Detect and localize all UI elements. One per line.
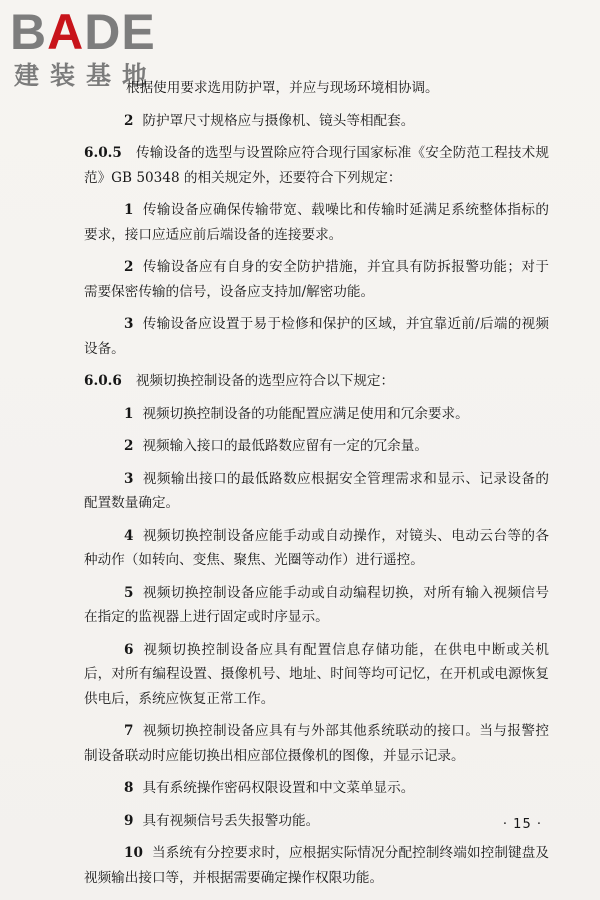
item-text: 防护罩尺寸规格应与摄像机、镜头等相配套。 (142, 112, 415, 129)
item-text: 具有视频信号丢失报警功能。 (142, 812, 320, 829)
list-item (84, 402, 549, 427)
item-number: 8 (124, 780, 134, 796)
list-item (84, 467, 549, 516)
continuation-paragraph (84, 76, 549, 101)
item-number: 6 (124, 641, 134, 658)
list-item (84, 255, 549, 304)
item-text: 视频切换控制设备应具有与外部其他系统联动的接口。当与报警控制设备联动时应能切换出相应部位摄像机的图像，并显示记录。 (84, 723, 549, 764)
list-item (84, 434, 549, 459)
item-text: 传输设备应有自身的安全防护措施，并宜具有防拆报警功能；对于需要保密传输的信号，设备应支持加/解密功能。 (84, 259, 549, 300)
item-text: 视频切换控制设备的功能配置应满足使用和冗余要求。 (142, 405, 469, 422)
clause-text: 视频切换控制设备的选型应符合以下规定： (135, 373, 395, 389)
clause-6-0-5 (84, 141, 549, 190)
item-number: 1 (124, 202, 134, 218)
item-text: 具有系统操作密码权限设置和中文菜单显示。 (142, 780, 415, 796)
list-item (84, 719, 549, 768)
item-number: 10 (124, 845, 143, 861)
item-text: 传输设备应设置于易于检修和保护的区域，并宜靠近前/后端的视频设备。 (84, 316, 549, 357)
item-number: 2 (124, 112, 134, 129)
item-text: 视频切换控制设备应能手动或自动编程切换，对所有输入视频信号在指定的监视器上进行固定或时序显示。 (84, 584, 549, 625)
list-item (84, 198, 549, 247)
item-text: 当系统有分控要求时，应根据实际情况分配控制终端如控制键盘及视频输出接口等，并根据需要确定操作权限功能。 (84, 845, 549, 886)
list-item (84, 524, 549, 573)
list-item (84, 809, 549, 834)
item-text: 视频输入接口的最低路数应留有一定的冗余量。 (142, 438, 428, 454)
paragraph-text: 根据使用要求选用防护罩，并应与现场环境相协调。 (126, 80, 439, 96)
clause-number: 6.0.5 (84, 145, 122, 161)
item-text: 视频输出接口的最低路数应根据安全管理需求和显示、记录设备的配置数量确定。 (84, 470, 549, 511)
list-item (84, 312, 549, 361)
item-number: 2 (124, 259, 134, 275)
item-number: 3 (124, 470, 134, 487)
list-item (84, 776, 549, 801)
item-number: 5 (124, 584, 134, 601)
logo-letter-b: B (10, 4, 48, 60)
list-item (84, 581, 549, 630)
item-number: 1 (124, 405, 134, 422)
item-number: 3 (124, 316, 134, 332)
list-item (84, 109, 549, 134)
logo-wordmark (10, 6, 156, 58)
clause-text: 传输设备的选型与设置除应符合现行国家标准《安全防范工程技术规范》GB 50348 的相关规定外，还要符合下列规定： (84, 145, 549, 186)
item-number: 9 (124, 812, 134, 829)
item-text: 传输设备应确保传输带宽、载噪比和传输时延满足系统整体指标的要求，接口应适应前后端设备的连接要求。 (84, 202, 549, 243)
logo-letters-de: DE (84, 4, 156, 60)
item-number: 4 (124, 527, 134, 544)
document-body (84, 76, 549, 898)
list-item (84, 841, 549, 890)
list-item (84, 638, 549, 712)
item-text: 视频切换控制设备应能手动或自动操作，对镜头、电动云台等的各种动作（如转向、变焦、聚焦、光圈等动作）进行遥控。 (84, 527, 549, 568)
item-text: 视频切换控制设备应具有配置信息存储功能，在供电中断或关机后，对所有编程设置、摄像机号、地址、时间等均可记忆，在开机或电源恢复供电后，系统应恢复正常工作。 (84, 641, 549, 707)
logo-letter-a: A (47, 4, 85, 60)
clause-number: 6.0.6 (84, 373, 122, 389)
page-number: · 15 · (502, 817, 542, 832)
logo-subtitle: 建装基地 (14, 61, 159, 90)
clause-6-0-6 (84, 369, 549, 394)
item-number: 2 (124, 438, 134, 454)
item-number: 7 (124, 723, 134, 739)
